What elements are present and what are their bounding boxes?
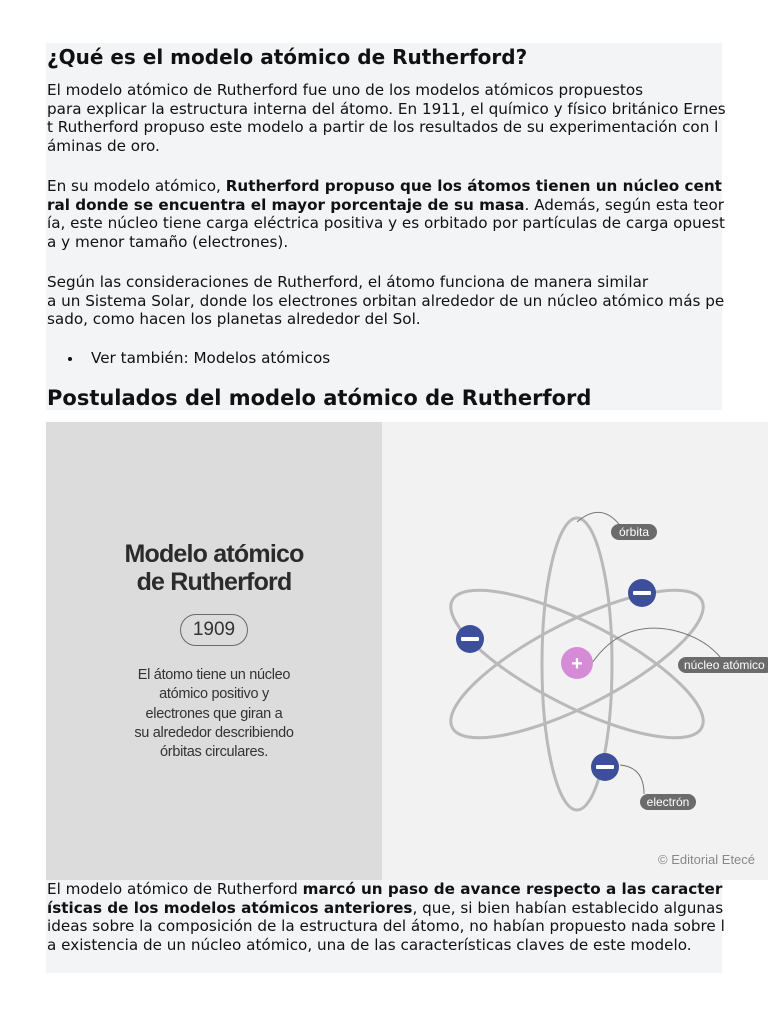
- minus-icon: [633, 591, 651, 595]
- see-also-link[interactable]: Ver también: Modelos atómicos: [91, 349, 331, 367]
- figure-year-badge: 1909: [180, 614, 248, 646]
- paragraph-bold-text: Rutherford propuso que los átomos tienen un núcleo central donde se encuentra el mayor porcentaje de su masa: [47, 177, 722, 214]
- nucleus-label: núcleo atómico: [684, 658, 765, 672]
- figure-text-panel: [46, 422, 382, 880]
- section-heading: Postulados del modelo atómico de Rutherford: [47, 386, 592, 410]
- bullet-icon: [68, 357, 72, 361]
- electron-label: electrón: [646, 795, 690, 809]
- see-also-item: [68, 349, 330, 368]
- paragraph-bold-text: marcó un paso de avance respecto a las características de los modelos atómicos anteriores: [47, 880, 723, 917]
- atom-diagram: [382, 422, 768, 880]
- minus-icon: [461, 637, 479, 641]
- paragraph-text: En su modelo atómico,: [47, 177, 226, 195]
- intro-paragraph: El modelo atómico de Rutherford fue uno de los modelos atómicos propuestos para explicar la estructura interna del átomo. En 1911, el químico y físico británico Ernest Rutherford propuso este modelo a partir de los resultados de su experimentación con láminas de oro.: [47, 81, 726, 155]
- minus-icon: [596, 765, 614, 769]
- figure-diagram-panel: [382, 422, 768, 880]
- solar-system-paragraph: Según las consideraciones de Rutherford, el átomo funciona de manera similar a un Sistema Solar, donde los electrones orbitan alrededor de un núcleo atómico más pesado, como hacen los planetas alrededor del Sol.: [47, 273, 725, 328]
- orbit-label: órbita: [618, 525, 650, 539]
- figure-title: Modelo atómico de Rutherford: [124, 540, 304, 596]
- nucleus-paragraph: [47, 177, 727, 251]
- figure-description: El átomo tiene un núcleo atómico positivo y electrones que giran a su alrededor describiendo órbitas circulares.: [134, 667, 294, 761]
- plus-icon: +: [571, 653, 583, 675]
- electron-leader-line: [620, 765, 644, 794]
- paragraph-text: . Además, según esta teoría, este núcleo tiene carga eléctrica positiva y es orbitado por partículas de carga opuesta y menor tamaño (electrones).: [47, 195, 726, 251]
- figure-credit: © Editorial Etecé: [658, 852, 756, 867]
- page-title: ¿Qué es el modelo atómico de Rutherford?: [47, 45, 528, 69]
- paragraph-text: , que, si bien habían establecido algunas ideas sobre la composición de la estructura del átomo, no habían propuesto nada sobre la existencia de un núcleo atómico, una de las características claves de este modelo.: [47, 898, 725, 954]
- paragraph-text: El modelo atómico de Rutherford: [47, 880, 303, 898]
- closing-paragraph: [47, 880, 727, 954]
- rutherford-model-figure: [46, 422, 768, 880]
